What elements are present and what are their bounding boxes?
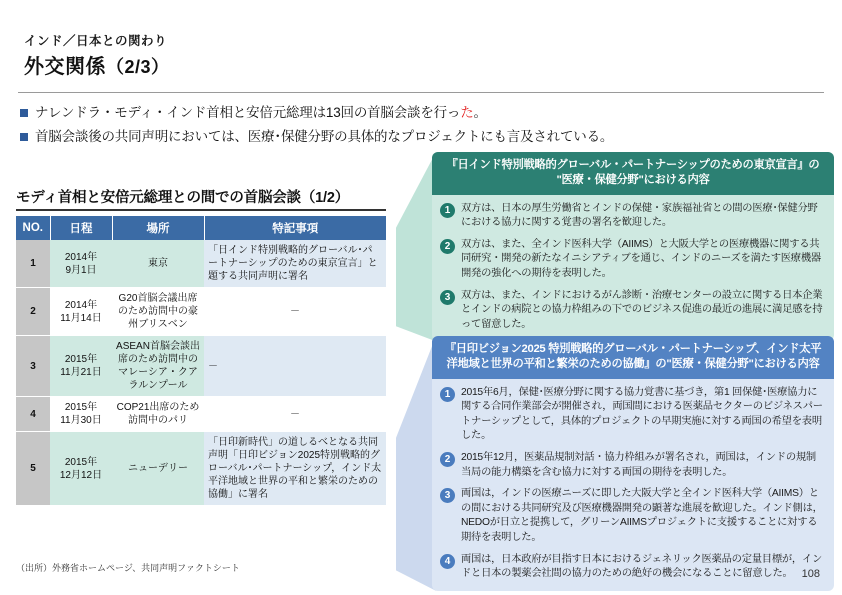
bullet-text: ナレンドラ・モディ・インド首相と安倍元総理は13回の首脳会談を行った。 bbox=[35, 105, 487, 120]
cell-note: － bbox=[204, 397, 386, 432]
page-title-main: 外交関係 bbox=[24, 56, 106, 78]
page-title-fraction: （2/3） bbox=[106, 57, 170, 77]
cell-date: 2014年 11月14日 bbox=[50, 288, 112, 336]
column-header-note: 特記事項 bbox=[204, 216, 386, 240]
callout-item-text: 双方は、日本の厚生労働省とインドの保健・家族福祉省との間の医療･保健分野における協力に関する覚書の署名を歓迎した。 bbox=[461, 202, 818, 229]
column-header-place: 場所 bbox=[112, 216, 204, 240]
table-row bbox=[16, 288, 386, 336]
callout-items-vision bbox=[432, 379, 834, 591]
table-header-row bbox=[16, 216, 386, 240]
bullet-item bbox=[20, 128, 820, 146]
callout-list-item bbox=[440, 487, 824, 545]
table-heading-divider bbox=[16, 209, 386, 211]
page-title bbox=[24, 50, 170, 79]
cell-place: G20首脳会議出席のため訪問中の豪州ブリスベン bbox=[112, 288, 204, 336]
callout-pointer-tokyo bbox=[396, 152, 436, 341]
table-heading: モディ首相と安倍元総理との間での首脳会談（1/2） bbox=[16, 190, 349, 206]
callout-pointer-vision bbox=[396, 336, 436, 591]
callout-heading-vision: 『日印ビジョン2025 特別戦略的グローバル・パートナーシップ、インド太平洋地域と世界の平和と繁栄のための協働』の"医療・保健分野"における内容 bbox=[432, 336, 834, 379]
callout-item-number-badge: 2 bbox=[440, 239, 455, 254]
bullet-square-icon bbox=[20, 133, 28, 141]
bullet-list bbox=[20, 104, 820, 152]
callout-list-item bbox=[440, 451, 824, 480]
callout-item-text: 2015年6月，保健･医療分野に関する協力覚書に基づき，第1 回保健･医療協力に関する合同作業部会が開催され，両国間における医薬品セクターのビジネスパートナーシップとして，具体的プロジェクトの早期実施に対する両国の希望を表明した。 bbox=[461, 386, 823, 442]
callout-heading-tokyo: 『日インド特別戦略的グローバル・パートナーシップのための東京宣言』の "医療・保健分野"における内容 bbox=[432, 152, 834, 195]
table-row bbox=[16, 397, 386, 432]
cell-note: － bbox=[204, 336, 386, 397]
callout-item-number-badge: 4 bbox=[440, 554, 455, 569]
header-divider bbox=[18, 92, 824, 93]
cell-date: 2015年 11月21日 bbox=[50, 336, 112, 397]
callout-item-number-badge: 3 bbox=[440, 290, 455, 305]
callout-item-number-badge: 2 bbox=[440, 452, 455, 467]
callout-list-item bbox=[440, 553, 824, 582]
callout-tokyo-declaration bbox=[432, 152, 834, 341]
source-note: （出所）外務省ホームページ、共同声明ファクトシート bbox=[16, 563, 240, 573]
cell-note: 「日インド特別戦略的グローバル･パートナーシップのための東京宣言」と題する共同声明に署名 bbox=[204, 240, 386, 288]
callout-item-number-badge: 1 bbox=[440, 203, 455, 218]
cell-place: 東京 bbox=[112, 240, 204, 288]
column-header-no: NO. bbox=[16, 216, 50, 240]
callout-item-text: 双方は、また、全インド医科大学（AIIMS）と大阪大学との医療機器に関する共同研究・開発の新たなイニシアティブを通じ、インドのニーズを満たす医療機器開発の強化への期待を表明した。 bbox=[461, 238, 821, 279]
callout-item-text: 双方は、また、インドにおけるがん診断・治療センターの設立に関する日本企業とインドの病院との協力枠組みの下でのビジネス促進の最近の進展に満足感を持って留意した。 bbox=[461, 289, 823, 330]
bullet-item bbox=[20, 104, 820, 122]
cell-date: 2015年 11月30日 bbox=[50, 397, 112, 432]
column-header-date: 日程 bbox=[50, 216, 112, 240]
cell-no: 5 bbox=[16, 432, 50, 506]
callout-body-tokyo bbox=[432, 152, 834, 341]
cell-note: － bbox=[204, 288, 386, 336]
table-row bbox=[16, 432, 386, 506]
callout-item-text: 2015年12月，医薬品規制対話・協力枠組みが署名され，両国は，インドの規制当局の能力構築を含む協力に対する両国の期待を表明した。 bbox=[461, 451, 816, 478]
slide-kicker: インド／日本との関わり bbox=[24, 34, 168, 48]
callout-list-item bbox=[440, 289, 824, 333]
table-row bbox=[16, 240, 386, 288]
page-number: 108 bbox=[801, 568, 820, 580]
callout-item-number-badge: 1 bbox=[440, 387, 455, 402]
cell-no: 3 bbox=[16, 336, 50, 397]
bullet-square-icon bbox=[20, 109, 28, 117]
callout-body-vision bbox=[432, 336, 834, 591]
cell-note: 「日印新時代」の道しるべとなる共同声明「日印ビジョン2025特別戦略的グローバル･パートナーシップ，インド太平洋地域と世界の平和と繁栄のための協働」に署名 bbox=[204, 432, 386, 506]
callout-vision-2025 bbox=[432, 336, 834, 591]
bullet-text: 首脳会談後の共同声明においては、医療･保健分野の具体的なプロジェクトにも言及されている。 bbox=[35, 129, 614, 145]
cell-date: 2015年 12月12日 bbox=[50, 432, 112, 506]
callout-list-item bbox=[440, 238, 824, 282]
callout-list-item bbox=[440, 386, 824, 444]
cell-no: 2 bbox=[16, 288, 50, 336]
cell-place: ASEAN首脳会談出席のため訪問中のマレーシア・クアラルンプール bbox=[112, 336, 204, 397]
cell-no: 1 bbox=[16, 240, 50, 288]
callout-items-tokyo bbox=[432, 195, 834, 342]
cell-place: COP21出席のため訪問中のパリ bbox=[112, 397, 204, 432]
table-row bbox=[16, 336, 386, 397]
summit-meetings-table bbox=[16, 216, 386, 506]
cell-date: 2014年 9月1日 bbox=[50, 240, 112, 288]
table-body bbox=[16, 240, 386, 506]
bullet-text-highlight: た bbox=[460, 105, 474, 120]
cell-no: 4 bbox=[16, 397, 50, 432]
cell-place: ニューデリー bbox=[112, 432, 204, 506]
callout-item-number-badge: 3 bbox=[440, 488, 455, 503]
callout-list-item bbox=[440, 202, 824, 231]
callout-item-text: 両国は，インドの医療ニーズに即した大阪大学と全インド医科大学（AIIMS）との間における共同研究及び医療機器開発の顕著な進展を歓迎した。インド側は，NEDOが日立と提携して，グリーンAIIMSプロジェクトに支援することに対する期待を表明した。 bbox=[461, 488, 823, 543]
callout-item-text: 両国は，日本政府が目指す日本におけるジェネリック医薬品の定量目標が，インドと日本の製薬会社間の協力のための絶好の機会になることに留意した。 bbox=[461, 553, 823, 580]
